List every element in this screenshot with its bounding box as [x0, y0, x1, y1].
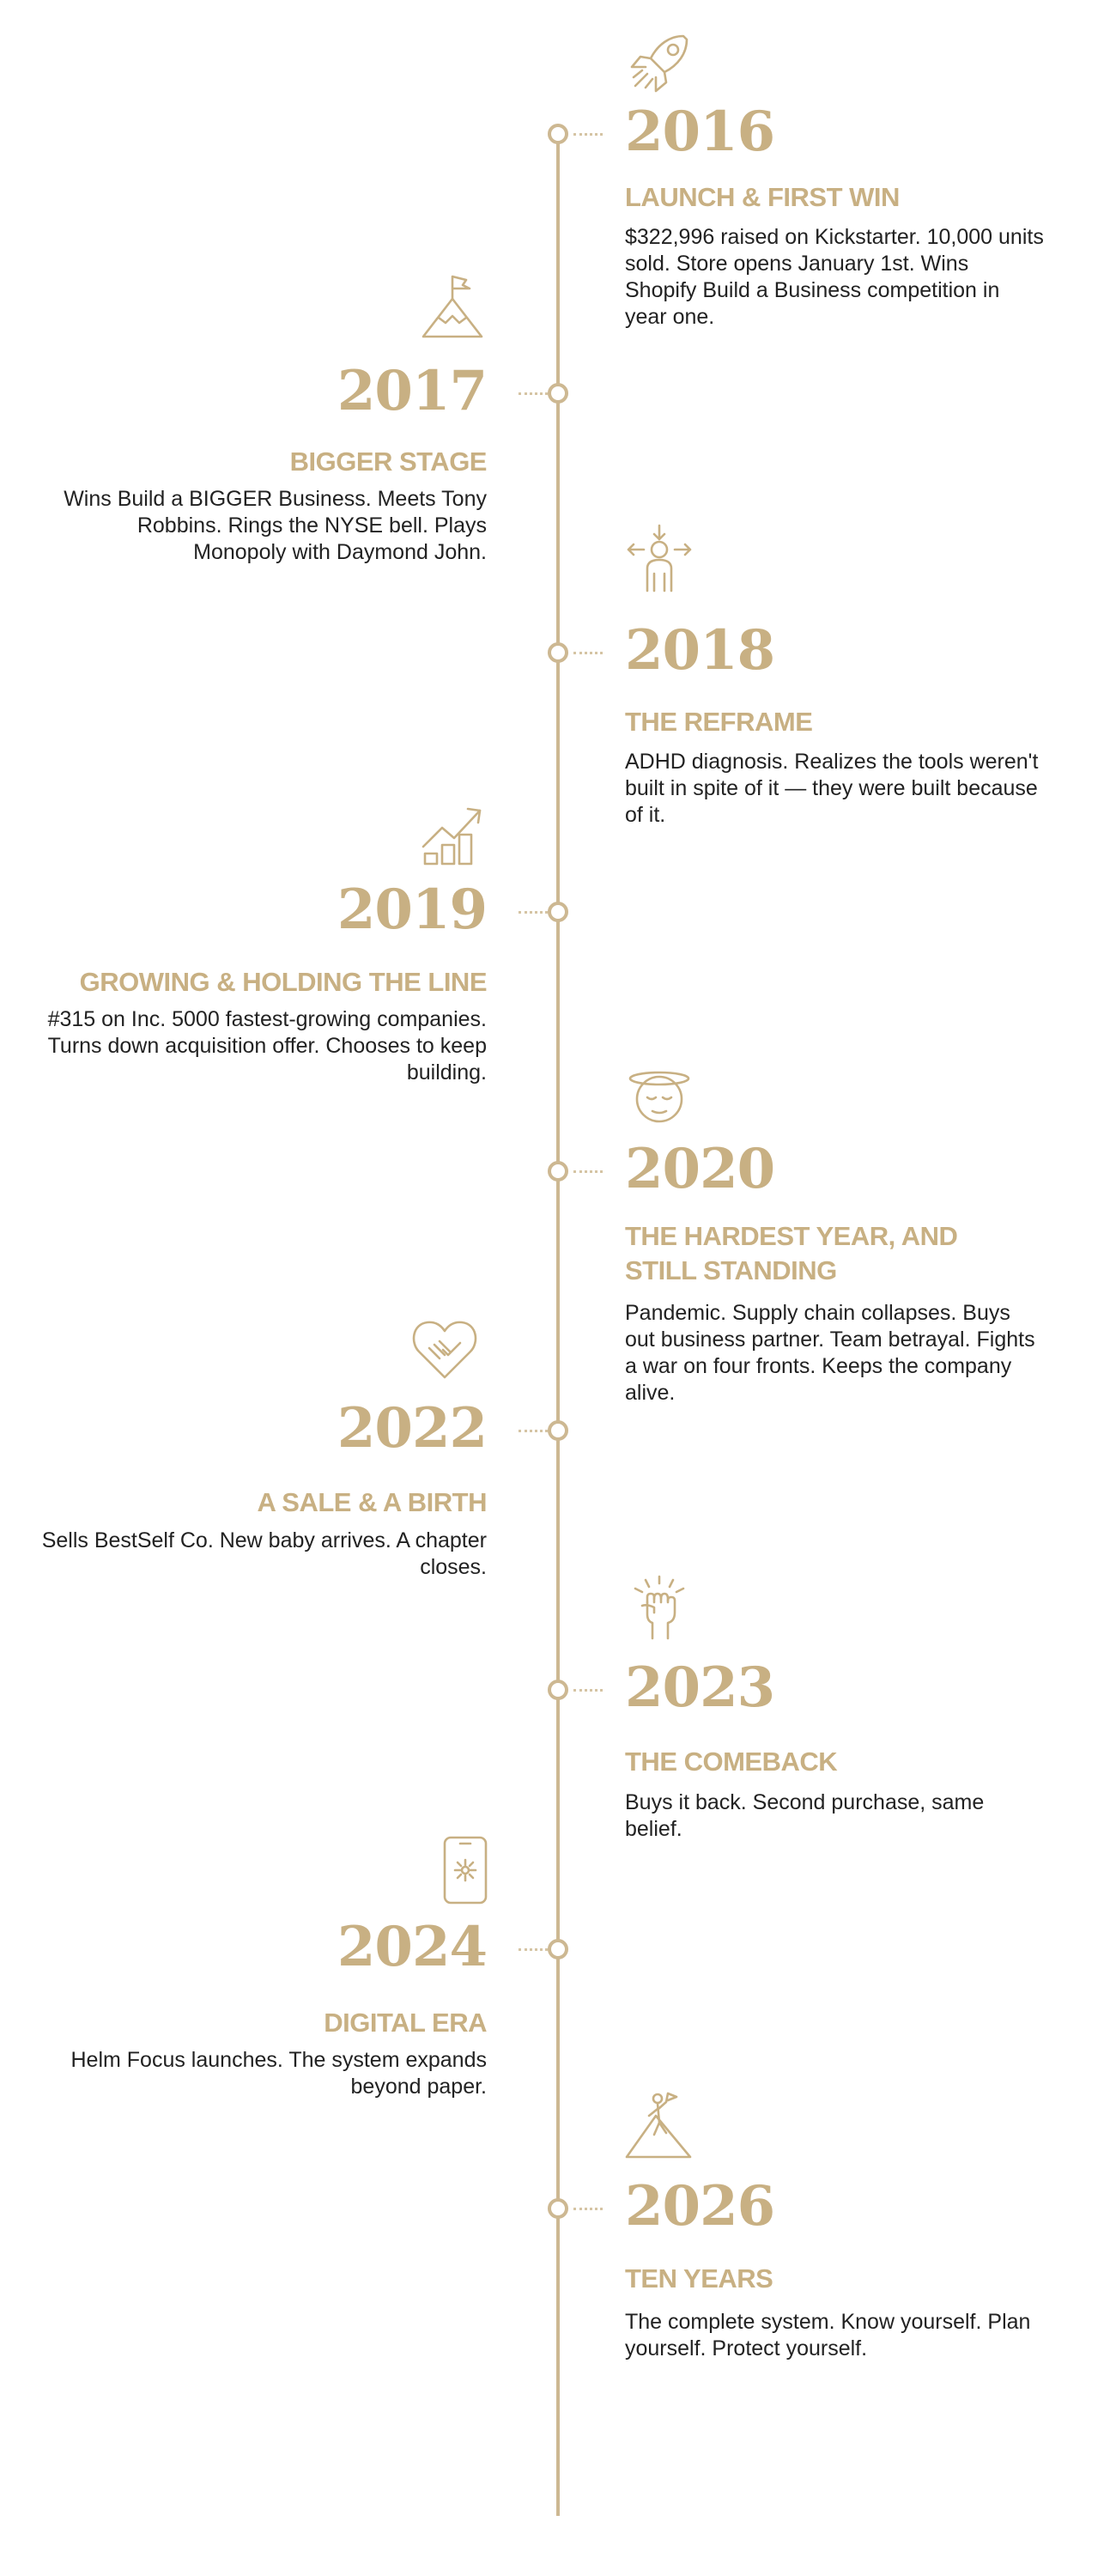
timeline-connector	[573, 652, 603, 654]
heading-digital-era: DIGITAL ERA	[324, 2008, 487, 2038]
heading-comeback: THE COMEBACK	[625, 1747, 838, 1777]
heading-sale-birth: A SALE & A BIRTH	[257, 1487, 487, 1517]
person-arrows-icon	[625, 524, 694, 592]
year-2024: 2024	[337, 1915, 487, 1979]
timeline-node-2026	[548, 2198, 568, 2219]
year-2022: 2022	[337, 1396, 487, 1461]
year-2018: 2018	[625, 618, 775, 683]
heading-launch: LAUNCH & FIRST WIN	[625, 182, 900, 212]
timeline-node-2020	[548, 1161, 568, 1182]
heading-growing: GROWING & HOLDING THE LINE	[79, 967, 487, 997]
year-2016: 2016	[625, 100, 775, 164]
year-2019: 2019	[337, 878, 487, 942]
timeline-connector	[519, 1430, 548, 1432]
timeline-node-2024	[548, 1939, 568, 1959]
body-launch: $322,996 raised on Kickstarter. 10,000 units sold. Store opens January 1st. Wins Shopify Build a Business competition in year one.	[625, 225, 1044, 329]
heart-handshake-icon	[410, 1314, 479, 1382]
rocket-icon	[625, 29, 694, 98]
timeline-connector	[519, 392, 548, 395]
timeline-node-2016	[548, 124, 568, 144]
timeline-connector	[573, 2208, 603, 2210]
raised-fist-icon	[625, 1573, 694, 1642]
summit-climber-icon	[625, 2090, 694, 2159]
smartphone-icon	[431, 1836, 500, 1905]
timeline-node-2017	[548, 383, 568, 404]
timeline-node-2019	[548, 902, 568, 922]
timeline-node-2022	[548, 1420, 568, 1441]
timeline-connector	[519, 1948, 548, 1951]
heading-bigger-stage: BIGGER STAGE	[289, 447, 487, 477]
mountain-flag-icon	[418, 273, 487, 342]
timeline-node-2018	[548, 642, 568, 663]
heading-reframe: THE REFRAME	[625, 707, 813, 737]
body-comeback: Buys it back. Second purchase, same belief.	[625, 1790, 985, 1841]
timeline-node-2023	[548, 1680, 568, 1700]
heading-ten-years: TEN YEARS	[625, 2263, 773, 2293]
body-sale-birth: Sells BestSelf Co. New baby arrives. A chapter closes.	[41, 1528, 487, 1579]
heading-hardest-year: THE HARDEST YEAR, AND STILL STANDING	[625, 1221, 958, 1285]
timeline-connector	[573, 1689, 603, 1692]
timeline-axis	[556, 129, 560, 2516]
body-reframe: ADHD diagnosis. Realizes the tools weren't built in spite of it — they were built because of it.	[625, 750, 1039, 827]
timeline-connector	[519, 911, 548, 914]
timeline-connector	[573, 1170, 603, 1173]
year-2026: 2026	[625, 2174, 775, 2239]
body-growing: #315 on Inc. 5000 fastest-growing companies. Turns down acquisition offer. Chooses to keep building.	[47, 1007, 487, 1084]
body-hardest-year: Pandemic. Supply chain collapses. Buys out business partner. Team betrayal. Fights a war on four fronts. Keeps the company alive.	[625, 1301, 1035, 1405]
dizzy-face-icon	[625, 1065, 694, 1133]
timeline-connector	[573, 133, 603, 136]
body-ten-years: The complete system. Know yourself. Plan yourself. Protect yourself.	[625, 2310, 1031, 2360]
year-2020: 2020	[625, 1137, 775, 1201]
body-bigger-stage: Wins Build a BIGGER Business. Meets Tony Robbins. Rings the NYSE bell. Plays Monopoly with Daymond John.	[64, 487, 487, 564]
year-2023: 2023	[625, 1656, 775, 1720]
year-2017: 2017	[337, 359, 487, 423]
body-digital-era: Helm Focus launches. The system expands beyond paper.	[70, 2048, 487, 2099]
growth-chart-icon	[418, 797, 487, 866]
